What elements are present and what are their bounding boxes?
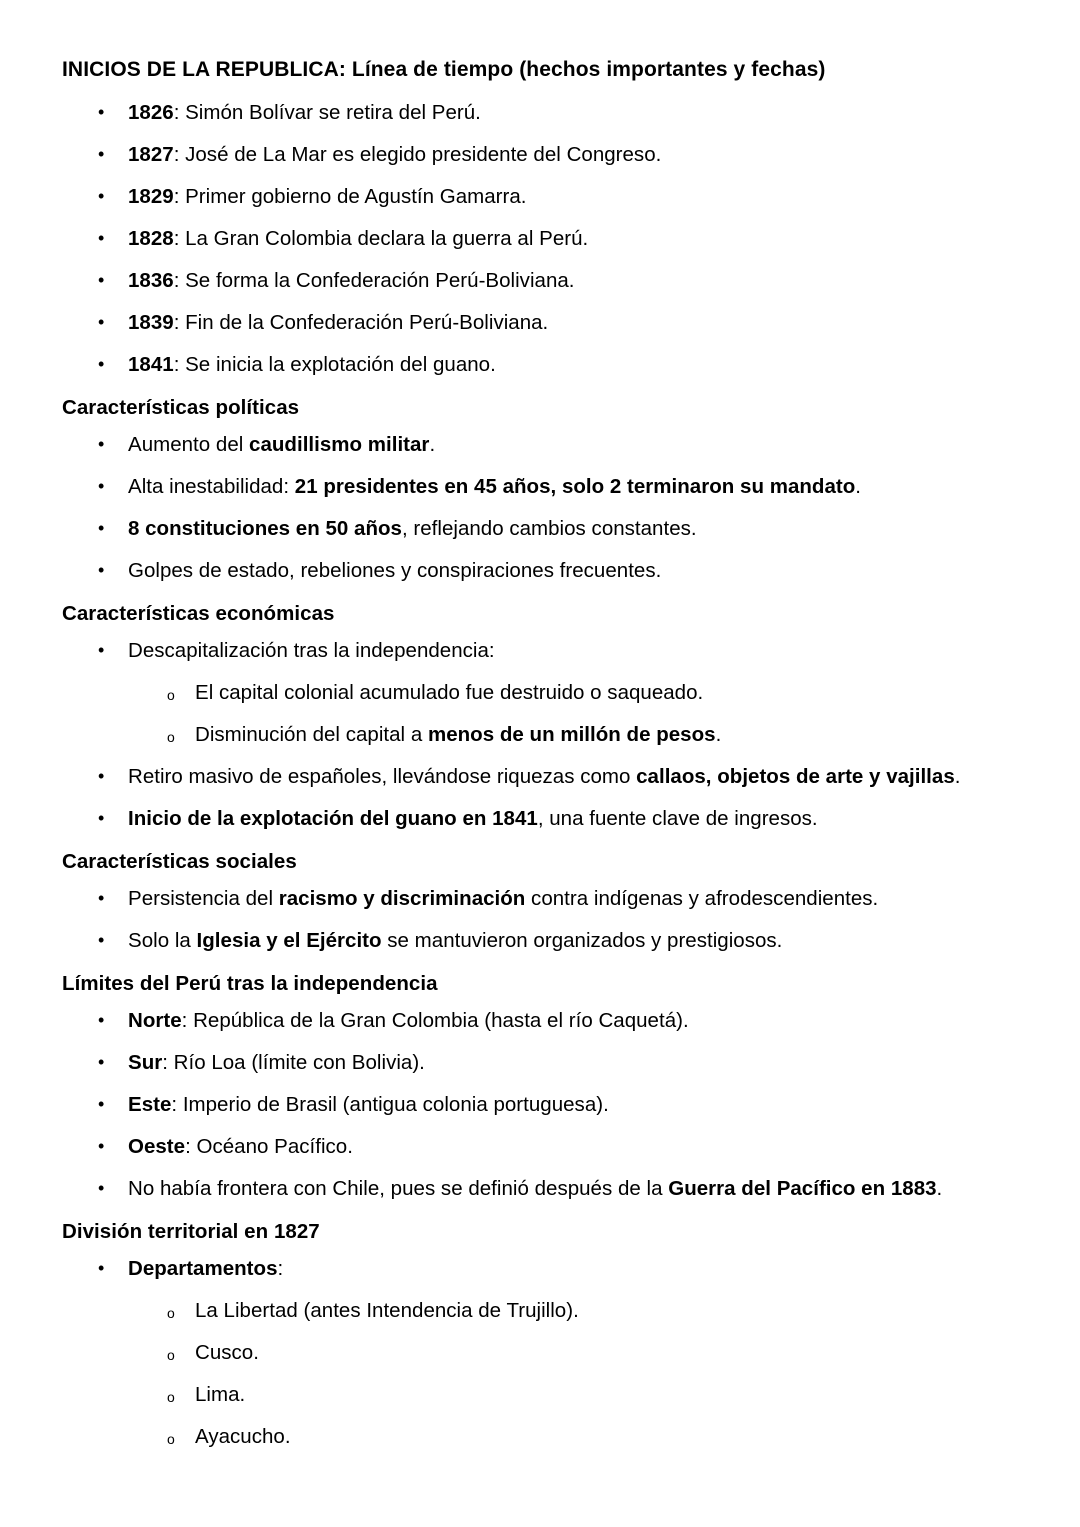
- item-text-emphasis: Guerra del Pacífico en 1883: [668, 1177, 937, 1200]
- item-text: La Libertad (antes Intendencia de Trujillo).: [195, 1299, 579, 1322]
- item-text-emphasis: Sur: [128, 1051, 163, 1074]
- item-text-prefix: Persistencia del: [128, 887, 279, 910]
- item-text-emphasis: Este: [128, 1093, 172, 1116]
- item-text-emphasis: caudillismo militar: [249, 433, 430, 456]
- list-item: [62, 764, 1040, 790]
- list-item: [62, 806, 1040, 832]
- item-text-suffix: : Imperio de Brasil (antigua colonia portuguesa).: [171, 1093, 609, 1116]
- bullet-list: [62, 100, 1040, 378]
- sub-bullet-list: [128, 1298, 1040, 1450]
- document-body: [62, 100, 1040, 1450]
- list-item: [62, 226, 1040, 252]
- item-text-suffix: :: [277, 1257, 284, 1280]
- bullet-list: [62, 886, 1040, 954]
- item-text-emphasis: 8 constituciones en 50 años: [128, 517, 402, 540]
- item-text-emphasis: racismo y discriminación: [278, 887, 526, 910]
- item-text-emphasis: Norte: [128, 1009, 182, 1032]
- item-text-suffix: .: [855, 475, 861, 498]
- list-item: [62, 268, 1040, 294]
- list-item: [62, 1092, 1040, 1118]
- item-text-suffix: : Océano Pacífico.: [185, 1135, 353, 1158]
- item-text-suffix: : Fin de la Confederación Perú-Boliviana.: [173, 311, 549, 334]
- item-text-emphasis: callaos, objetos de arte y vajillas: [636, 765, 955, 788]
- list-item: [62, 638, 1040, 748]
- bullet-list: [62, 638, 1040, 832]
- item-text-emphasis: Oeste: [128, 1135, 186, 1158]
- item-text-emphasis: Inicio de la explotación del guano en 1841: [128, 807, 538, 830]
- list-item: [62, 142, 1040, 168]
- item-text-suffix: : Se inicia la explotación del guano.: [173, 353, 496, 376]
- list-item: [62, 1008, 1040, 1034]
- sub-list-item: [128, 680, 1040, 706]
- list-item: [62, 432, 1040, 458]
- item-text-emphasis: menos de un millón de pesos: [427, 723, 716, 746]
- item-text: Ayacucho.: [195, 1425, 291, 1448]
- list-item: [62, 474, 1040, 500]
- sub-list-item: [128, 1298, 1040, 1324]
- list-item: [62, 184, 1040, 210]
- item-text-suffix: se mantuvieron organizados y prestigiosos.: [381, 929, 783, 952]
- sub-list-item: [128, 1382, 1040, 1408]
- list-item: [62, 516, 1040, 542]
- item-text-suffix: , una fuente clave de ingresos.: [537, 807, 818, 830]
- list-item: [62, 352, 1040, 378]
- item-text-prefix: No había frontera con Chile, pues se definió después de la: [128, 1177, 669, 1200]
- item-text-prefix: Disminución del capital a: [195, 723, 428, 746]
- item-text-emphasis: Iglesia y el Ejército: [196, 929, 382, 952]
- item-text-emphasis: 1839: [128, 311, 174, 334]
- list-item: [62, 886, 1040, 912]
- item-text-prefix: Alta inestabilidad:: [128, 475, 295, 498]
- sub-list-item: [128, 1340, 1040, 1366]
- item-text-prefix: Aumento del: [128, 433, 250, 456]
- list-item: [62, 1134, 1040, 1160]
- item-text-emphasis: Departamentos: [128, 1257, 278, 1280]
- item-text-suffix: : José de La Mar es elegido presidente del Congreso.: [173, 143, 662, 166]
- item-text-suffix: : La Gran Colombia declara la guerra al Perú.: [173, 227, 589, 250]
- item-text-emphasis: 1826: [128, 101, 174, 124]
- item-text-suffix: : Simón Bolívar se retira del Perú.: [173, 101, 481, 124]
- sub-list-item: [128, 1424, 1040, 1450]
- item-text-emphasis: 1836: [128, 269, 174, 292]
- item-text-prefix: Retiro masivo de españoles, llevándose riquezas como: [128, 765, 637, 788]
- sub-bullet-list: [128, 680, 1040, 748]
- item-text-emphasis: 1828: [128, 227, 174, 250]
- bullet-list: [62, 1256, 1040, 1450]
- sub-list-item: [128, 722, 1040, 748]
- item-text-emphasis: 1827: [128, 143, 174, 166]
- item-text-suffix: : Se forma la Confederación Perú-Boliviana.: [173, 269, 575, 292]
- item-text-suffix: .: [936, 1177, 943, 1200]
- section-heading: Características políticas: [62, 396, 300, 419]
- item-text-suffix: : Río Loa (límite con Bolivia).: [162, 1051, 425, 1074]
- item-text: El capital colonial acumulado fue destruido o saqueado.: [195, 681, 704, 704]
- item-text: Lima.: [195, 1383, 246, 1406]
- list-item: [62, 100, 1040, 126]
- item-text: Descapitalización tras la independencia:: [128, 639, 495, 662]
- item-text-suffix: .: [954, 765, 961, 788]
- item-text-suffix: , reflejando cambios constantes.: [401, 517, 697, 540]
- item-text-prefix: Solo la: [128, 929, 197, 952]
- item-text: Cusco.: [195, 1341, 259, 1364]
- item-text-suffix: : República de la Gran Colombia (hasta el río Caquetá).: [181, 1009, 689, 1032]
- list-item: [62, 1256, 1040, 1450]
- bullet-list: [62, 1008, 1040, 1202]
- item-text-suffix: .: [715, 723, 722, 746]
- list-item: [62, 558, 1040, 584]
- item-text: Golpes de estado, rebeliones y conspiraciones frecuentes.: [128, 559, 662, 582]
- list-item: [62, 1050, 1040, 1076]
- bullet-list: [62, 432, 1040, 584]
- list-item: [62, 928, 1040, 954]
- list-item: [62, 1176, 1040, 1202]
- item-text-emphasis: 1841: [128, 353, 174, 376]
- section-heading: Características económicas: [62, 602, 335, 625]
- item-text-suffix: .: [429, 433, 436, 456]
- section-heading: División territorial en 1827: [62, 1220, 320, 1243]
- item-text-emphasis: 1829: [128, 185, 174, 208]
- section-heading: Características sociales: [62, 850, 297, 873]
- item-text-suffix: : Primer gobierno de Agustín Gamarra.: [173, 185, 527, 208]
- page-title: INICIOS DE LA REPUBLICA: Línea de tiempo (hechos importantes y fechas): [62, 58, 826, 81]
- list-item: [62, 310, 1040, 336]
- section-heading: Límites del Perú tras la independencia: [62, 972, 438, 995]
- item-text-suffix: contra indígenas y afrodescendientes.: [525, 887, 879, 910]
- item-text-emphasis: 21 presidentes en 45 años, solo 2 terminaron su mandato: [294, 475, 856, 498]
